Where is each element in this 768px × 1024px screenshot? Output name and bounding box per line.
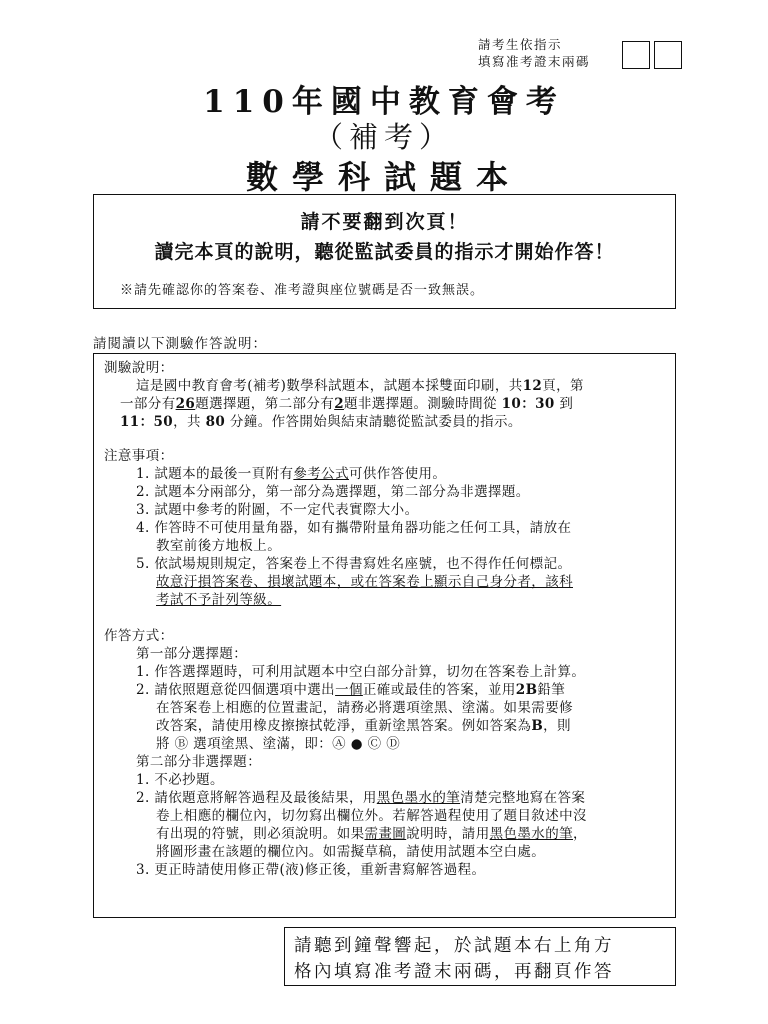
- note-5-line-2: 故意汙損答案卷、損壞試題本，或在答案卷上顯示自己身分者，該科: [156, 574, 573, 590]
- test-line-1: 這是國中教育會考(補考)數學科試題本，試題本採雙面印刷，共12頁，第: [136, 378, 584, 394]
- note-4-line-1: 4. 作答時不可使用量角器，如有攜帶附量角器功能之任何工具，請放在: [136, 520, 572, 536]
- exam-title: 110年國中教育會考: [203, 84, 565, 120]
- note-5-line-3: 考試不予計列等級。: [156, 592, 282, 608]
- part2-item-2-line-2: 卷上相應的欄位內，切勿寫出欄位外。若解答過程使用了題目敘述中沒: [156, 808, 587, 824]
- method-heading: 作答方式：: [104, 628, 174, 644]
- warning-box: [93, 194, 676, 309]
- warning-line-2: 讀完本頁的說明，聽從監試委員的指示才開始作答！: [154, 241, 615, 263]
- part2-item-2-line-3: 有出現的符號，則必須說明。如果需畫圖說明時，請用黑色墨水的筆，: [156, 826, 587, 842]
- part2-item-1: 1. 不必抄題。: [136, 772, 224, 788]
- bell-instruction-line-1: 請聽到鐘聲響起，於試題本右上角方: [294, 936, 614, 956]
- bell-instruction-line-2: 格內填寫准考證末兩碼，再翻頁作答: [294, 962, 614, 982]
- part1-item-1: 1. 作答選擇題時，可利用試題本中空白部分計算，切勿在答案卷上計算。: [136, 664, 586, 680]
- fill-instruction-line2: 填寫准考證末兩碼: [478, 54, 591, 69]
- part1-item-2-line-2: 在答案卷上相應的位置畫記，請務必將選項塗黑、塗滿。如果需要修: [156, 700, 573, 716]
- part2-item-3: 3. 更正時請使用修正帶(液)修正後，重新書寫解答過程。: [136, 862, 486, 878]
- warning-line-3: ※請先確認你的答案卷、准考證與座位號碼是否一致無誤。: [120, 283, 485, 298]
- fill-instruction-note: [478, 36, 590, 70]
- part1-item-2-line-4: 將 Ⓑ 選項塗黑、塗滿，即：Ⓐ ● Ⓒ Ⓓ: [156, 736, 401, 752]
- note-1: 1. 試題本的最後一頁附有參考公式可供作答使用。: [136, 466, 447, 482]
- part2-item-2-line-4: 將圖形畫在該題的欄位內。如需擬草稿，請使用試題本空白處。: [156, 844, 546, 860]
- note-2: 2. 試題本分兩部分，第一部分為選擇題，第二部分為非選擇題。: [136, 484, 530, 500]
- test-heading: 測驗說明：: [104, 360, 174, 376]
- part2-item-2-line-1: 2. 請依題意將解答過程及最後結果，用黑色墨水的筆清楚完整地寫在答案: [136, 790, 586, 806]
- note-4-line-2: 教室前後方地板上。: [156, 538, 282, 554]
- id-digit-box-2[interactable]: [654, 41, 682, 69]
- exam-subtitle: （補考）: [313, 120, 454, 154]
- instructions-box: [93, 353, 676, 918]
- part2-heading: 第二部分非選擇題：: [136, 754, 262, 770]
- part1-heading: 第一部分選擇題：: [136, 646, 248, 662]
- test-line-2: 一部分有26題選擇題，第二部分有2題非選擇題。測驗時間從 10：30 到: [120, 396, 574, 412]
- note-5-line-1: 5. 依試場規則規定，答案卷上不得書寫姓名座號，也不得作任何標記。: [136, 556, 572, 572]
- note-3: 3. 試題中參考的附圖，不一定代表實際大小。: [136, 502, 419, 518]
- id-digit-box-1[interactable]: [622, 41, 650, 69]
- notes-heading: 注意事項：: [104, 448, 174, 464]
- test-line-3: 11：50，共 80 分鐘。作答開始與結束請聽從監試委員的指示。: [120, 414, 522, 430]
- bell-instruction-box: [284, 927, 676, 986]
- part1-item-2-line-3: 改答案，請使用橡皮擦擦拭乾淨，重新塗黑答案。例如答案為B，則: [156, 718, 571, 734]
- subject-title: 數學科試題本: [245, 158, 522, 196]
- instructions-intro: 請閱讀以下測驗作答說明：: [93, 336, 267, 352]
- part1-item-2-line-1: 2. 請依照題意從四個選項中選出一個正確或最佳的答案，並用2B鉛筆: [136, 682, 566, 698]
- warning-line-1: 請不要翻到次頁！: [300, 211, 469, 233]
- fill-instruction-line1: 請考生依指示: [478, 37, 563, 52]
